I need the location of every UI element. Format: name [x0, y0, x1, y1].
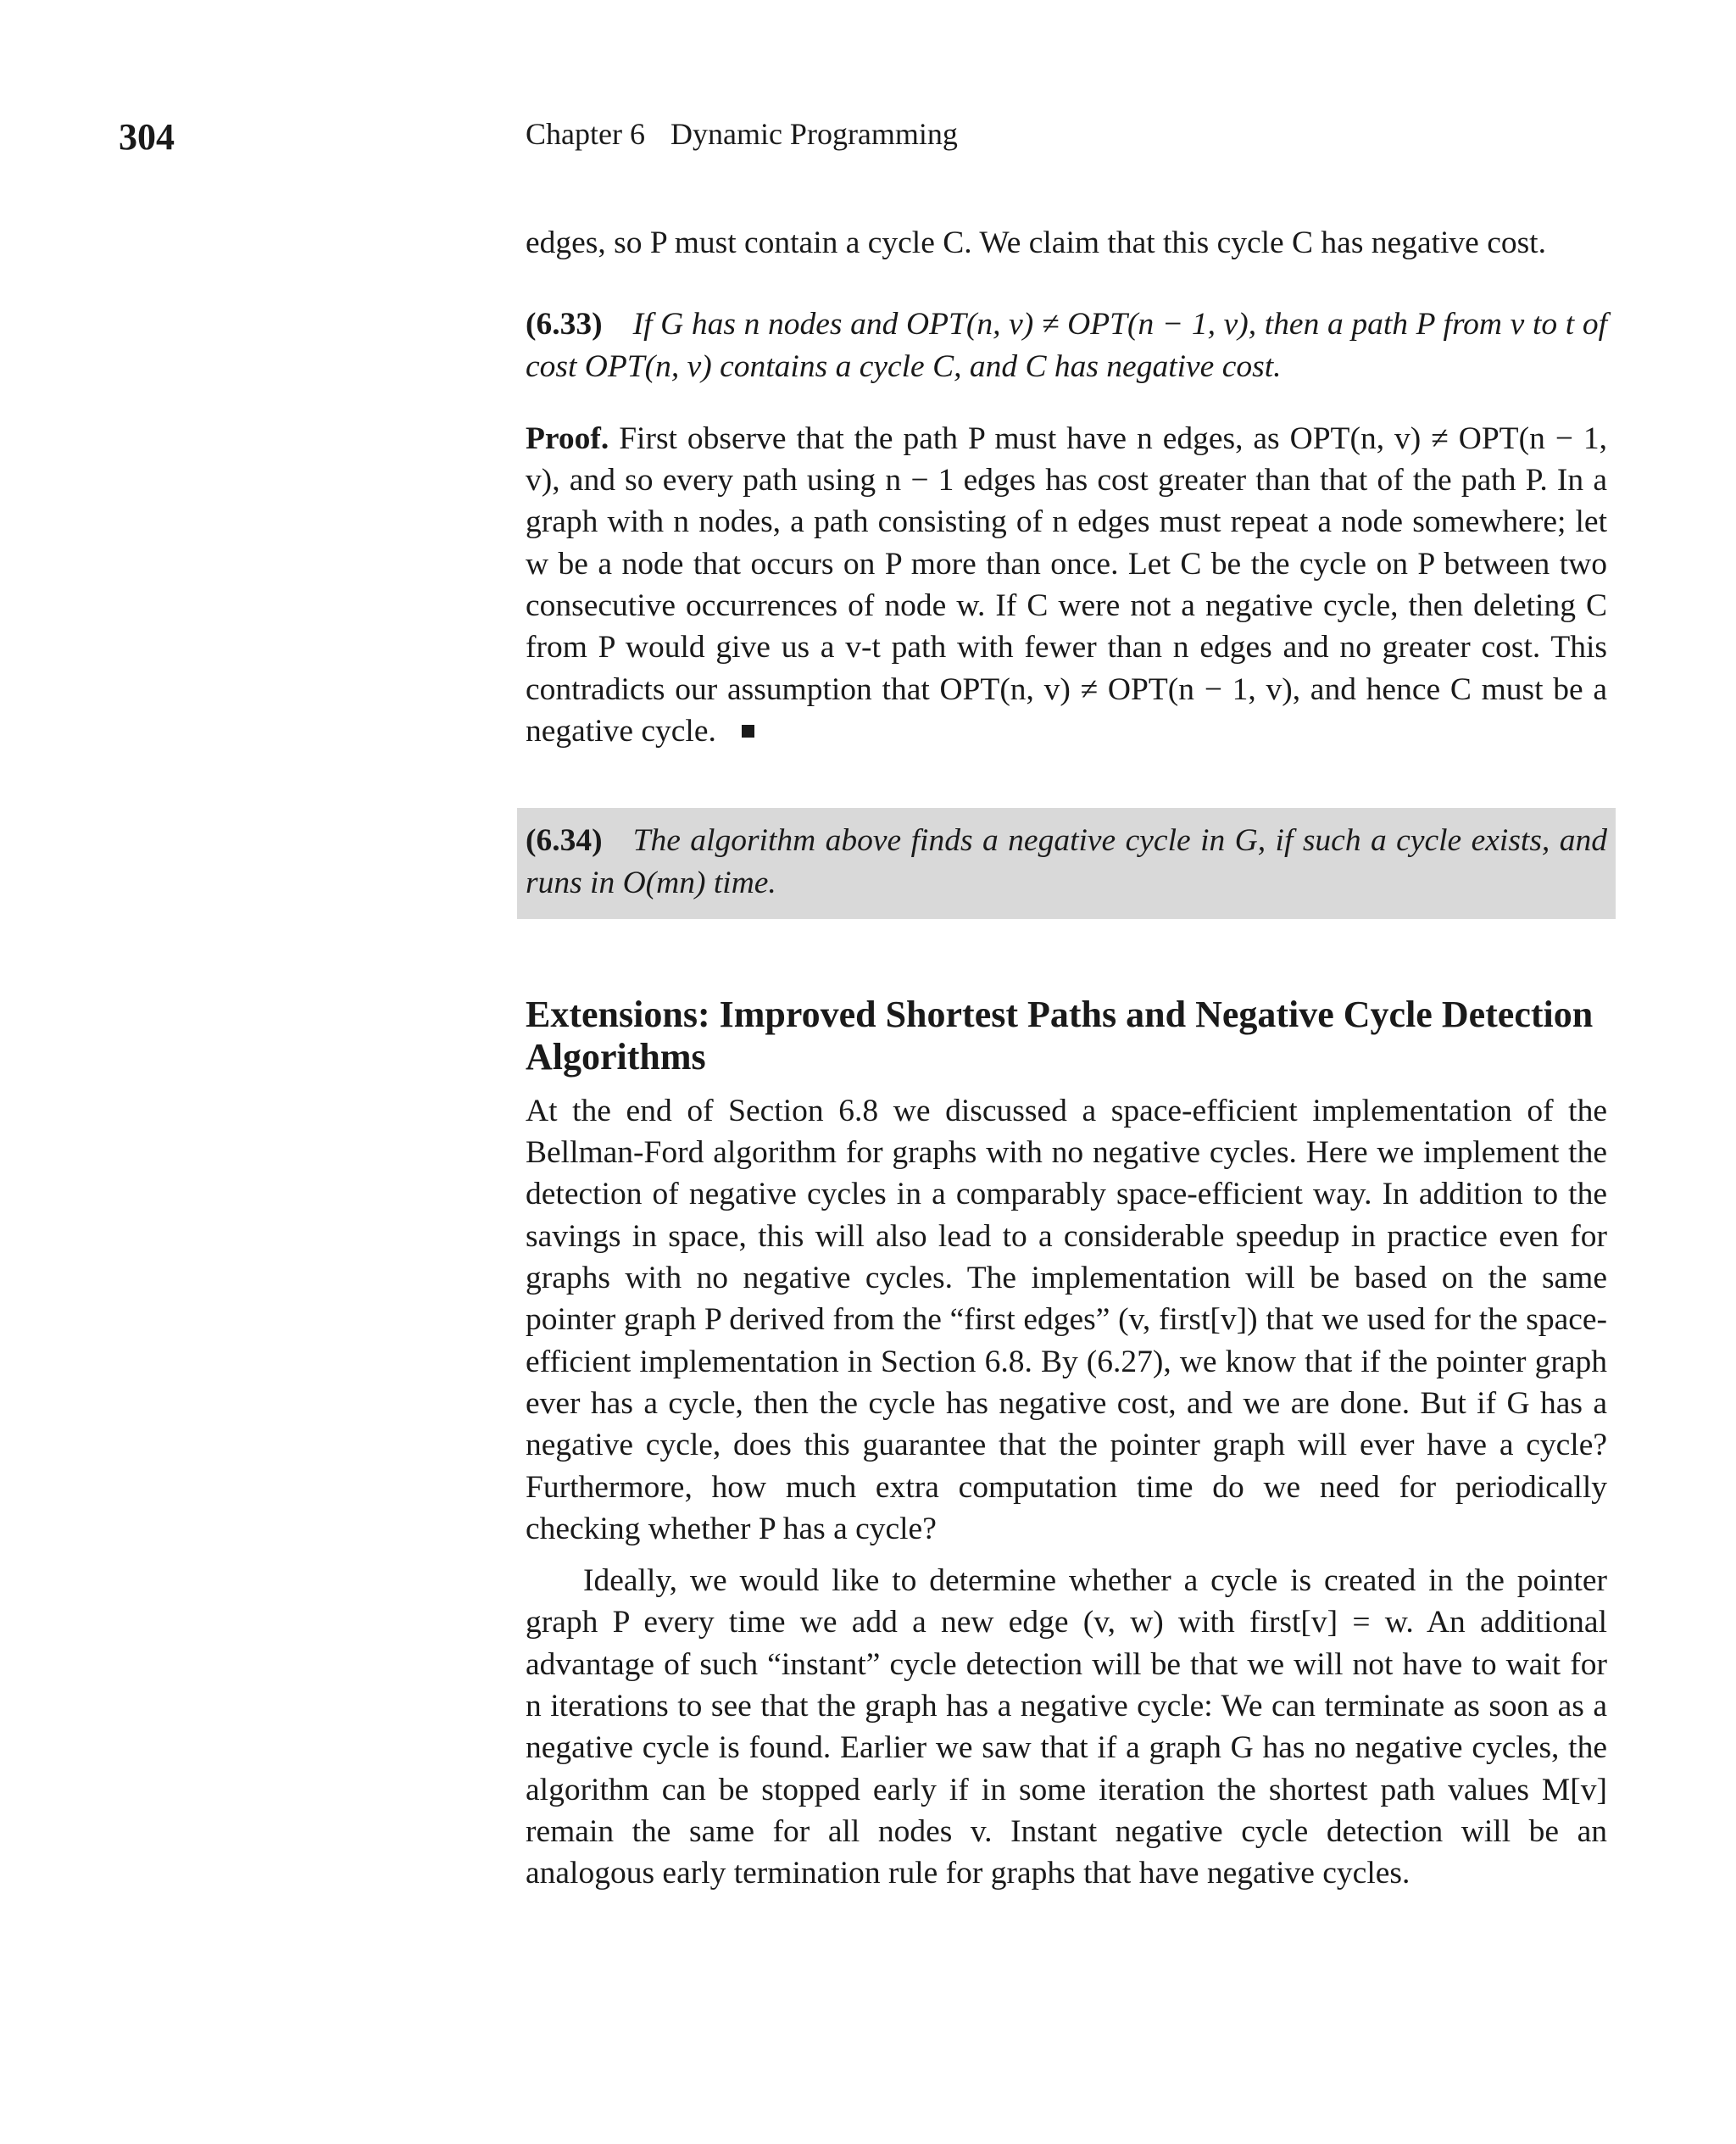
section-paragraph-1: At the end of Section 6.8 we discussed a space-efficient implementation of the Bellman-Ford algorithm for graphs with no negative cycles. Here we implement the detection of negative cycles in a comparably space-efficient way. In addition to the savings in space, this will also lead to a considerable speedup in practice even for graphs with no negative cycles. The implementation will be based on the same pointer graph P derived from the “first edges” (v, first[v]) that we used for the space-efficient implementation in Section 6.8. By (6.27), we know that if the pointer graph ever has a cycle, then the cycle has negative cost, and we are done. But if G has a negative cycle, does this guarantee that the pointer graph will ever have a cycle? Furthermore, how much extra computation time do we need for periodically checking whether P has a cycle?	[526, 1093, 1607, 1546]
intro-paragraph: edges, so P must contain a cycle C. We claim that this cycle C has negative cost.	[526, 226, 1546, 260]
statement-6-34-box	[517, 808, 1616, 919]
page-body	[526, 222, 1607, 1895]
page-number: 304	[119, 116, 175, 158]
proof-text: First observe that the path P must have n edges, as OPT(n, v) ≠ OPT(n − 1, v), and so every path using n − 1 edges has cost greater than that of the path P. In a graph with n nodes, a path consisting of n edges must repeat a node somewhere; let w be a node that occurs on P more than once. Let C be the cycle on P between two consecutive occurrences of node w. If C were not a negative cycle, then deleting C from P would give us a v-t path with fewer than n edges and no greater cost. This contradicts our assumption that OPT(n, v) ≠ OPT(n − 1, v), and hence C must be a negative cycle.	[526, 420, 1607, 749]
statement-number: (6.33)	[526, 307, 603, 342]
statement-6-33	[526, 304, 1607, 387]
statement-6-34	[526, 820, 1607, 904]
chapter-title: Dynamic Programming	[670, 117, 958, 151]
chapter-label: Chapter 6	[526, 117, 645, 151]
proof-label: Proof.	[526, 420, 609, 456]
statement-text: The algorithm above finds a negative cycle in G, if such a cycle exists, and runs in O(mn) time.	[526, 823, 1607, 900]
section-title: Extensions: Improved Shortest Paths and Negative Cycle Detection Algorithms	[526, 993, 1594, 1078]
qed-square-icon	[742, 725, 754, 738]
statement-text: If G has n nodes and OPT(n, v) ≠ OPT(n − 1, v), then a path P from v to t of cost OPT(n, v) contains a cycle C, and C has negative cost.	[526, 307, 1607, 384]
proof-paragraph	[526, 418, 1607, 752]
running-header	[526, 114, 958, 154]
section-paragraph-2: Ideally, we would like to determine whether a cycle is created in the pointer graph P every time we add a new edge (v, w) with first[v] = w. An additional advantage of such “instant” cycle detection will be that we will not have to wait for n iterations to see that the graph has a negative cycle: We can terminate as soon as a negative cycle is found. Earlier we saw that if a graph G has no negative cycles, the algorithm can be stopped early if in some iteration the shortest path values M[v] remain the same for all nodes v. Instant negative cycle detection will be an analogous early termination rule for graphs that have negative cycles.	[526, 1563, 1607, 1891]
statement-number: (6.34)	[526, 823, 603, 859]
